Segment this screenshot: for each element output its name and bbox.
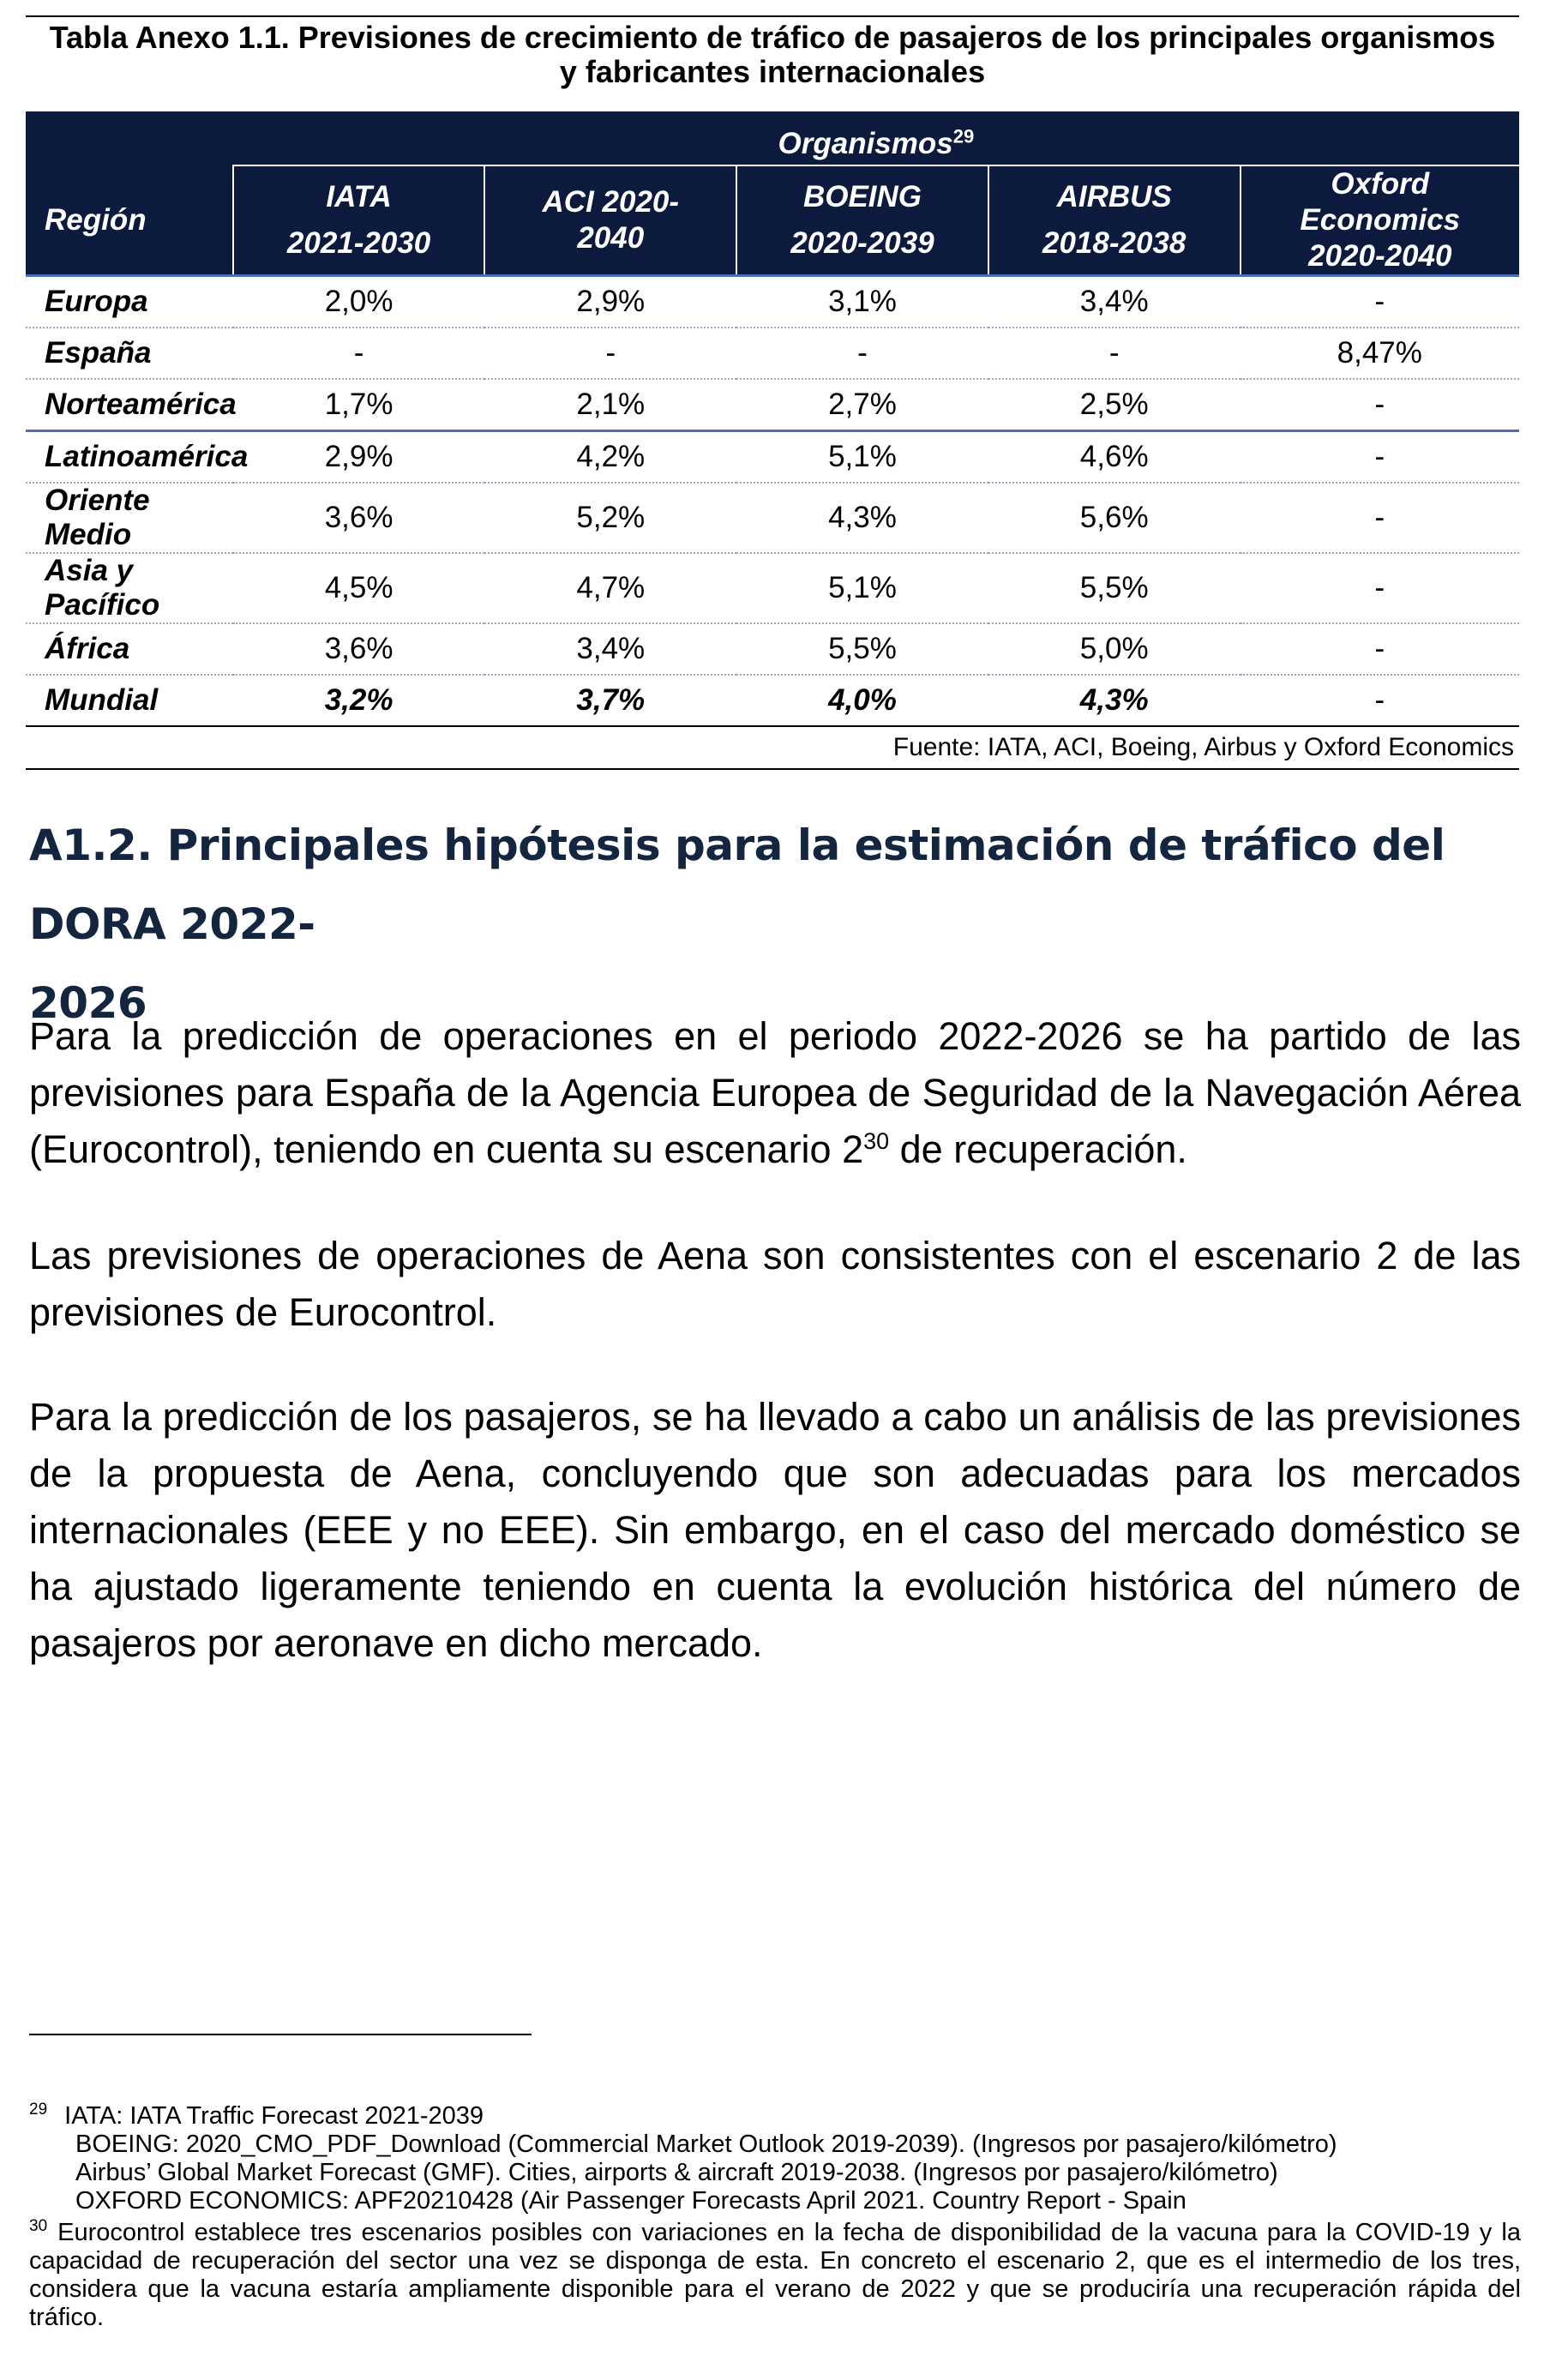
cell-value: 5,5% (988, 553, 1241, 623)
table-row-latinoamerica (26, 431, 1519, 484)
organismos-footnote-ref: 29 (952, 125, 975, 147)
row-region: España (26, 328, 233, 379)
header-blank-cell (26, 111, 233, 165)
row-region: Asia y Pacífico (26, 553, 233, 623)
section-heading-line-2: 2026 (29, 978, 147, 1028)
table-caption-line-1: Tabla Anexo 1.1. Previsiones de crecimiento de tráfico de pasajeros de los principales organismos (49, 20, 1496, 55)
header-airbus (988, 165, 1241, 276)
header-iata-period: 2021-2030 (286, 226, 431, 260)
table-header-row (26, 165, 1519, 276)
header-airbus-period: 2018-2038 (1042, 226, 1187, 260)
caption-top-rule (26, 15, 1519, 17)
cell-value: - (1241, 483, 1519, 553)
header-organismos (233, 111, 1519, 165)
cell-value: 3,1% (736, 276, 988, 328)
cell-value: 4,5% (233, 553, 485, 623)
cell-value: 3,6% (233, 483, 485, 553)
table-row-norteamerica (26, 379, 1519, 431)
footnote-29-line-4: OXFORD ECONOMICS: APF20210428 (Air Passenger Forecasts April 2021. Country Report - Spain (75, 2187, 1187, 2215)
row-region: Europa (26, 276, 233, 328)
footnote-29 (29, 2102, 1521, 2215)
table-caption-line-2: y fabricantes internacionales (559, 54, 986, 89)
header-iata-name: IATA (326, 180, 392, 213)
cell-value: 3,6% (233, 623, 485, 675)
cell-value: - (1241, 379, 1519, 431)
header-aci-name: ACI 2020- (542, 185, 680, 219)
row-region: Latinoamérica (26, 431, 233, 484)
section-heading (29, 806, 1521, 1043)
row-region: África (26, 623, 233, 675)
cell-value: 2,5% (988, 379, 1241, 431)
cell-value: 4,2% (484, 431, 736, 484)
footnote-30-number: 30 (29, 2217, 48, 2236)
header-oxford-name: Oxford (1331, 167, 1430, 201)
paragraph-operations (29, 1008, 1521, 1178)
cell-value: 3,7% (484, 675, 736, 726)
table-source-row (26, 726, 1519, 769)
header-boeing (736, 165, 988, 276)
table-row-asia-pacifico (26, 553, 1519, 623)
cell-value: - (484, 328, 736, 379)
cell-value: 2,0% (233, 276, 485, 328)
table-row-africa (26, 623, 1519, 675)
header-iata (233, 165, 485, 276)
cell-value: - (233, 328, 485, 379)
footnote-ref-30: 30 (863, 1128, 890, 1154)
cell-value: 5,1% (736, 431, 988, 484)
header-aci (484, 165, 736, 276)
footnote-30-text: Eurocontrol establece tres escenarios posibles con variaciones en la fecha de disponibilidad de la vacuna para la COVID-19 y la capacidad de recuperación del sector una vez se disponga de esta. En concreto el escenario 2, que es el intermedio de los tres, considera que la vacuna estaría ampliamente disponible para el verano de 2022 y que se produciría una recuperación rápida del tráfico. (29, 2219, 1521, 2331)
cell-value: 2,9% (484, 276, 736, 328)
header-airbus-name: AIRBUS (1056, 180, 1172, 213)
row-region: Oriente Medio (26, 483, 233, 553)
paragraph-operations-text-end: de recuperación. (889, 1127, 1187, 1171)
cell-value: 3,4% (484, 623, 736, 675)
organismos-label: Organismos (778, 127, 953, 160)
cell-value: - (1241, 675, 1519, 726)
cell-value: 1,7% (233, 379, 485, 431)
footnote-separator (29, 2034, 532, 2035)
row-region: Norteamérica (26, 379, 233, 431)
cell-value: 2,9% (233, 431, 485, 484)
header-boeing-period: 2020-2039 (790, 226, 934, 260)
cell-value: - (736, 328, 988, 379)
cell-value: - (1241, 276, 1519, 328)
cell-value: - (1241, 623, 1519, 675)
footnote-30 (29, 2219, 1521, 2332)
header-oxford (1241, 165, 1519, 276)
paragraph-aena-consistency: Las previsiones de operaciones de Aena son consistentes con el escenario 2 de las previsiones de Eurocontrol. (29, 1234, 1521, 1334)
paragraph-passengers: Para la predicción de los pasajeros, se ha llevado a cabo un análisis de las previsiones de la propuesta de Aena, concluyendo que son adecuadas para los mercados internacionales (EEE y no EEE). Sin embargo, en el caso del mercado doméstico se ha ajustado ligeramente teniendo en cuenta la evolución histórica del número de pasajeros por aeronave en dicho mercado. (29, 1395, 1521, 1665)
header-oxford-period: 2020-2040 (1308, 239, 1452, 273)
table-header-group-row (26, 111, 1519, 165)
footnote-29-line-1: IATA: IATA Traffic Forecast 2021-2039 (64, 2102, 484, 2130)
cell-value: - (1241, 431, 1519, 484)
table-source: Fuente: IATA, ACI, Boeing, Airbus y Oxford Economics (26, 726, 1519, 769)
table-row-mundial (26, 675, 1519, 726)
cell-value: 3,4% (988, 276, 1241, 328)
table-caption (26, 21, 1519, 89)
cell-value: 5,2% (484, 483, 736, 553)
header-aci-period: 2040 (577, 221, 645, 255)
growth-forecast-table (26, 111, 1519, 770)
cell-value: 3,2% (233, 675, 485, 726)
cell-value: 2,7% (736, 379, 988, 431)
table-row-europa (26, 276, 1519, 328)
row-region: Mundial (26, 675, 233, 726)
footnote-29-line-3: Airbus’ Global Market Forecast (GMF). Cities, airports & aircraft 2019-2038. (Ingresos por pasajero/kilómetro) (75, 2159, 1278, 2186)
cell-value: 4,0% (736, 675, 988, 726)
header-region: Región (26, 165, 233, 276)
section-heading-line-1: A1.2. Principales hipótesis para la estimación de tráfico del DORA 2022- (29, 820, 1445, 949)
header-boeing-name: BOEING (802, 180, 922, 213)
paragraph-operations-text: Para la predicción de operaciones en el periodo 2022-2026 se ha partido de las previsiones para España de la Agencia Europea de Seguridad de la Navegación Aérea (Eurocontrol), teniendo en cuenta su escenario 2 (29, 1014, 1521, 1171)
cell-value: - (1241, 553, 1519, 623)
footnote-29-number: 29 (29, 2101, 48, 2119)
header-oxford-name-2: Economics (1300, 203, 1461, 237)
footnote-29-line-2: BOEING: 2020_CMO_PDF_Download (Commercial Market Outlook 2019-2039). (Ingresos por pasajero/kilómetro) (75, 2131, 1337, 2158)
cell-value: 8,47% (1241, 328, 1519, 379)
table-row-espana (26, 328, 1519, 379)
cell-value: 4,6% (988, 431, 1241, 484)
cell-value: 2,1% (484, 379, 736, 431)
table-row-oriente-medio (26, 483, 1519, 553)
cell-value: 4,3% (736, 483, 988, 553)
cell-value: 5,1% (736, 553, 988, 623)
cell-value: 4,7% (484, 553, 736, 623)
cell-value: 4,3% (988, 675, 1241, 726)
cell-value: 5,6% (988, 483, 1241, 553)
cell-value: - (988, 328, 1241, 379)
cell-value: 5,5% (736, 623, 988, 675)
cell-value: 5,0% (988, 623, 1241, 675)
